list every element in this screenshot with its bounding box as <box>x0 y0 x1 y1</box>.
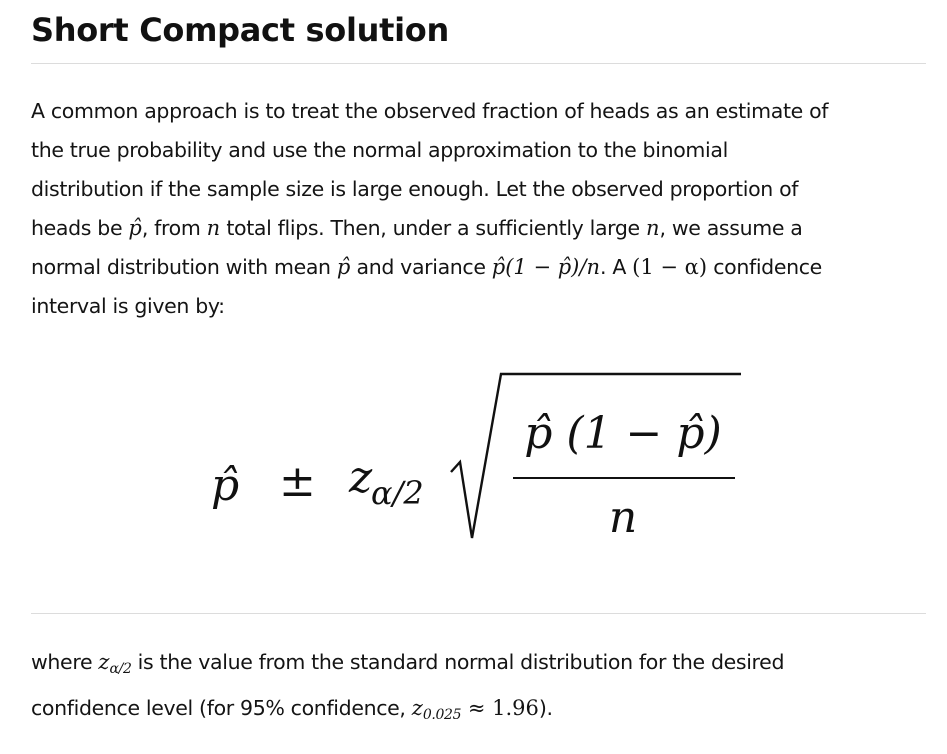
text-line <box>31 643 926 689</box>
text-line <box>31 689 926 735</box>
text-run: , from <box>141 216 207 240</box>
text-run: confidence level (for 95% confidence, <box>31 696 412 720</box>
math-phat: p̂ <box>336 255 351 279</box>
math-n: n <box>645 216 660 240</box>
intro-paragraph <box>31 92 926 326</box>
formula-z: z <box>349 452 373 503</box>
formula-numerator: p̂ (1 − p̂) <box>524 408 722 459</box>
text-run: and variance <box>350 255 492 279</box>
formula-z-subscript: α/2 <box>371 474 424 512</box>
text-run: . A <box>599 255 633 279</box>
text-line: distribution if the sample size is large enough. Let the observed proportion of <box>31 177 799 201</box>
text-run: total flips. Then, under a sufficiently large <box>220 216 646 240</box>
text-run: normal distribution with mean <box>31 255 337 279</box>
math-z: z <box>98 650 110 674</box>
math-approx-value: ≈ 1.96 <box>461 696 539 720</box>
text-line: interval is given by: <box>31 294 225 318</box>
math-phat: p̂ <box>128 216 142 240</box>
math-z-subscript: 0.025 <box>422 707 462 723</box>
math-z: z <box>411 696 423 720</box>
text-line <box>31 209 926 248</box>
math-variance: p̂(1 − p̂)/n <box>491 255 600 279</box>
formula-phat: p̂ <box>211 460 240 511</box>
math-z-subscript: α/2 <box>109 661 132 677</box>
math-confidence: (1 − α) <box>632 255 708 279</box>
confidence-interval-formula <box>31 360 926 560</box>
text-run: confidence <box>707 255 822 279</box>
explanation-paragraph <box>31 643 926 735</box>
text-line <box>31 248 926 287</box>
text-run: where <box>31 650 99 674</box>
section-heading: Short Compact solution <box>31 11 449 49</box>
formula-denominator: n <box>608 492 638 543</box>
math-n: n <box>206 216 221 240</box>
text-run: heads be <box>31 216 129 240</box>
text-run: ). <box>538 696 553 720</box>
text-run: , we assume a <box>659 216 803 240</box>
heading-divider <box>31 63 926 64</box>
text-line: A common approach is to treat the observed fraction of heads as an estimate of <box>31 99 829 123</box>
formula-svg <box>31 360 926 560</box>
text-run: is the value from the standard normal distribution for the desired <box>131 650 785 674</box>
formula-divider <box>31 613 926 614</box>
text-line: the true probability and use the normal approximation to the binomial <box>31 138 728 162</box>
formula-plus-minus: ± <box>279 456 316 507</box>
